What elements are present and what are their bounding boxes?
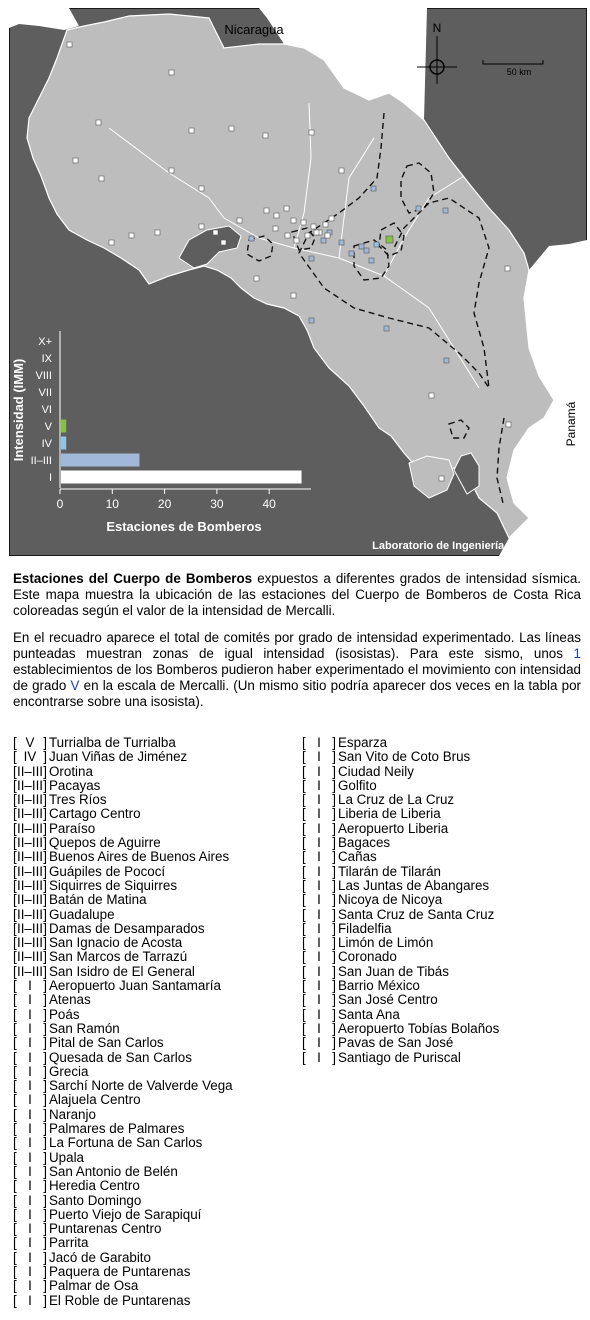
- station-row: [13, 1294, 233, 1308]
- station-grade: [ I ]: [13, 979, 47, 993]
- station-name: Golfito: [338, 777, 377, 793]
- station-name: Orotina: [49, 763, 93, 779]
- caption-p2-c: en la escala de Mercalli. (Un mismo sitio podría aparecer dos veces en la tabla por encontrarse sobre una isosista).: [13, 678, 581, 709]
- station-name: La Fortuna de San Carlos: [49, 1135, 203, 1151]
- station-row: [302, 879, 499, 893]
- x-tick-label: 20: [157, 497, 172, 511]
- station-grade: [ I ]: [302, 850, 336, 864]
- station-marker-v: [386, 236, 393, 243]
- station-grade: [ I ]: [302, 893, 336, 907]
- caption-paragraph-1: [13, 571, 581, 619]
- station-name: Las Juntas de Abangares: [338, 877, 490, 893]
- station-row: [302, 865, 499, 879]
- station-grade: [ II–III ]: [13, 779, 47, 793]
- y-tick-label: VII: [38, 387, 52, 399]
- bar-1: [61, 454, 139, 467]
- station-row: [13, 965, 233, 979]
- station-grade: [ I ]: [13, 1051, 47, 1065]
- station-row: [13, 879, 233, 893]
- station-grade: [ II–III ]: [13, 865, 47, 879]
- station-grade: [ II–III ]: [13, 936, 47, 950]
- station-name: Quepos de Aguirre: [49, 835, 161, 851]
- station-grade: [ I ]: [13, 1279, 47, 1293]
- max-grade: V: [70, 678, 80, 693]
- station-row: [13, 1151, 233, 1165]
- station-name: Heredia Centro: [49, 1178, 140, 1194]
- station-row: [302, 779, 499, 793]
- station-grade: [ I ]: [13, 1265, 47, 1279]
- station-name: Tres Ríos: [49, 792, 107, 808]
- station-row: [13, 822, 233, 836]
- station-row: [13, 1079, 233, 1093]
- station-row: [13, 736, 233, 750]
- station-row: [302, 922, 499, 936]
- station-grade: [ I ]: [302, 750, 336, 764]
- station-name: Santo Domingo: [49, 1192, 142, 1208]
- station-row: [13, 793, 233, 807]
- station-grade: [ II–III ]: [13, 850, 47, 864]
- station-grade: [ I ]: [13, 1294, 47, 1308]
- station-name: Filadelfia: [338, 920, 392, 936]
- station-row: [302, 807, 499, 821]
- station-name: Liberia de Liberia: [338, 806, 441, 822]
- station-row: [302, 793, 499, 807]
- caption-paragraph-2: [13, 630, 581, 710]
- station-grade: [ II–III ]: [13, 793, 47, 807]
- station-grade: [ I ]: [302, 965, 336, 979]
- station-grade: [ I ]: [302, 793, 336, 807]
- station-grade: [ I ]: [302, 836, 336, 850]
- station-name: Santa Ana: [338, 1006, 400, 1022]
- station-name: Barrio México: [338, 978, 420, 994]
- station-row: [13, 1251, 233, 1265]
- label-nicaragua: Nicaragua: [224, 22, 284, 37]
- station-row: [13, 779, 233, 793]
- station-name: Jacó de Garabito: [49, 1249, 151, 1265]
- station-grade: [ I ]: [302, 865, 336, 879]
- station-row: [302, 936, 499, 950]
- station-grade: [ I ]: [13, 1136, 47, 1150]
- station-grade: [ V ]: [13, 736, 47, 750]
- station-name: Upala: [49, 1149, 84, 1165]
- credit-label: Laboratorio de Ingeniería Sísmica (UCR): [372, 540, 583, 552]
- station-grade: [ I ]: [13, 1208, 47, 1222]
- station-name: Cañas: [338, 849, 377, 865]
- station-list-right: [302, 736, 499, 1065]
- station-name: Palmar de Osa: [49, 1278, 139, 1294]
- station-name: Cartago Centro: [49, 806, 141, 822]
- chart-ylabel: Intensidad (IMM): [11, 358, 26, 462]
- station-name: El Roble de Puntarenas: [49, 1292, 191, 1308]
- station-name: Siquirres de Siquirres: [49, 877, 178, 893]
- station-grade: [ II–III ]: [13, 765, 47, 779]
- station-count: 1: [573, 646, 581, 661]
- station-row: [302, 822, 499, 836]
- station-grade: [ II–III ]: [13, 879, 47, 893]
- station-row: [302, 979, 499, 993]
- station-name: Puerto Viejo de Sarapiquí: [49, 1206, 202, 1222]
- station-row: [302, 765, 499, 779]
- station-row: [13, 1222, 233, 1236]
- bar-0: [61, 471, 302, 484]
- station-name: San Isidro de El General: [49, 963, 195, 979]
- station-name: San Antonio de Belén: [49, 1163, 178, 1179]
- station-grade: [ I ]: [302, 765, 336, 779]
- station-row: [13, 893, 233, 907]
- station-grade: [ I ]: [302, 950, 336, 964]
- station-row: [13, 979, 233, 993]
- station-grade: [ I ]: [13, 1008, 47, 1022]
- station-name: San Ramón: [49, 1020, 120, 1036]
- station-grade: [ IV ]: [13, 750, 47, 764]
- station-row: [13, 865, 233, 879]
- station-row: [13, 836, 233, 850]
- station-grade: [ I ]: [302, 979, 336, 993]
- station-grade: [ I ]: [302, 879, 336, 893]
- y-tick-label: I: [48, 472, 52, 484]
- station-grade: [ I ]: [302, 807, 336, 821]
- station-name: Puntarenas Centro: [49, 1221, 162, 1237]
- station-grade: [ I ]: [13, 1165, 47, 1179]
- station-grade: [ II–III ]: [13, 807, 47, 821]
- station-grade: [ I ]: [13, 1194, 47, 1208]
- station-grade: [ I ]: [13, 1151, 47, 1165]
- y-tick-label: V: [44, 421, 52, 433]
- station-grade: [ I ]: [302, 936, 336, 950]
- station-row: [13, 1136, 233, 1150]
- station-row: [302, 993, 499, 1007]
- station-row: [13, 1122, 233, 1136]
- station-grade: [ I ]: [302, 922, 336, 936]
- station-grade: [ I ]: [13, 1093, 47, 1107]
- station-row: [13, 1236, 233, 1250]
- station-grade: [ II–III ]: [13, 836, 47, 850]
- station-row: [13, 950, 233, 964]
- station-name: Grecia: [49, 1063, 89, 1079]
- station-name: Quesada de San Carlos: [49, 1049, 192, 1065]
- bar-3: [61, 420, 66, 433]
- station-row: [302, 893, 499, 907]
- station-name: Bagaces: [338, 835, 391, 851]
- station-row: [13, 1179, 233, 1193]
- station-name: Naranjo: [49, 1106, 96, 1122]
- station-grade: [ II–III ]: [13, 950, 47, 964]
- station-grade: [ I ]: [302, 736, 336, 750]
- station-row: [302, 850, 499, 864]
- station-row: [13, 750, 233, 764]
- station-name: Ciudad Neily: [338, 763, 414, 779]
- station-name: Santa Cruz de Santa Cruz: [338, 906, 495, 922]
- station-row: [13, 1265, 233, 1279]
- station-name: Palmares de Palmares: [49, 1121, 185, 1137]
- station-row: [13, 1051, 233, 1065]
- station-grade: [ I ]: [302, 1036, 336, 1050]
- station-grade: [ I ]: [13, 1251, 47, 1265]
- station-row: [13, 765, 233, 779]
- station-name: Batán de Matina: [49, 892, 147, 908]
- station-name: Juan Viñas de Jiménez: [49, 749, 188, 765]
- station-grade: [ I ]: [13, 1236, 47, 1250]
- station-row: [13, 807, 233, 821]
- station-row: [302, 750, 499, 764]
- station-row: [13, 1022, 233, 1036]
- station-row: [302, 1008, 499, 1022]
- station-row: [13, 993, 233, 1007]
- station-grade: [ I ]: [302, 908, 336, 922]
- station-name: Parrita: [49, 1235, 89, 1251]
- station-grade: [ I ]: [13, 1079, 47, 1093]
- station-row: [13, 1279, 233, 1293]
- station-grade: [ I ]: [13, 1065, 47, 1079]
- station-name: Aeropuerto Liberia: [338, 820, 449, 836]
- station-row: [302, 1051, 499, 1065]
- station-name: Alajuela Centro: [49, 1092, 141, 1108]
- station-row: [13, 1008, 233, 1022]
- caption-p2-a: En el recuadro aparece el total de comités por grado de intensidad experimentado. Las líneas punteadas muestran zonas de igual intensidad (isosistas). Para este sismo, unos: [13, 630, 581, 661]
- station-row: [13, 1165, 233, 1179]
- station-grade: [ I ]: [13, 1036, 47, 1050]
- station-grade: [ I ]: [13, 1179, 47, 1193]
- station-grade: [ I ]: [13, 1108, 47, 1122]
- caption-p1-text: expuestos a diferentes grados de intensidad sísmica. Este mapa muestra la ubicación de las estaciones del Cuerpo de Bomberos de Costa Rica coloreadas según el valor de la intensidad de Mercalli.: [13, 571, 581, 618]
- label-panama: Panamá: [564, 401, 578, 447]
- station-grade: [ I ]: [302, 1051, 336, 1065]
- intensity-map: [9, 8, 587, 556]
- station-row: [302, 950, 499, 964]
- station-grade: [ II–III ]: [13, 965, 47, 979]
- y-tick-label: IX: [41, 353, 52, 365]
- y-tick-label: X+: [38, 336, 52, 348]
- station-row: [13, 1108, 233, 1122]
- bar-2: [61, 437, 66, 450]
- station-name: Esparza: [338, 735, 388, 750]
- station-name: Aeropuerto Tobías Bolaños: [338, 1020, 500, 1036]
- station-row: [13, 1036, 233, 1050]
- station-name: Aeropuerto Juan Santamaría: [49, 978, 221, 994]
- station-grade: [ II–III ]: [13, 922, 47, 936]
- x-tick-label: 10: [105, 497, 119, 511]
- station-grade: [ II–III ]: [13, 822, 47, 836]
- station-row: [13, 936, 233, 950]
- station-row: [13, 1093, 233, 1107]
- station-name: Turrialba de Turrialba: [49, 735, 176, 750]
- station-row: [302, 836, 499, 850]
- station-row: [302, 1036, 499, 1050]
- station-marker-iv: [374, 242, 379, 247]
- y-tick-label: II–III: [30, 455, 52, 467]
- north-label: N: [432, 21, 442, 35]
- station-name: Atenas: [49, 992, 91, 1008]
- x-tick-label: 0: [56, 497, 64, 511]
- station-name: San Marcos de Tarrazú: [49, 949, 188, 965]
- station-grade: [ I ]: [13, 1222, 47, 1236]
- station-grade: [ II–III ]: [13, 893, 47, 907]
- station-grade: [ I ]: [302, 993, 336, 1007]
- chart-xlabel: Estaciones de Bomberos: [106, 519, 262, 534]
- station-grade: [ I ]: [302, 779, 336, 793]
- x-tick-label: 30: [210, 497, 224, 511]
- station-list-left: [13, 736, 233, 1308]
- station-name: Pavas de San José: [338, 1035, 454, 1051]
- station-grade: [ I ]: [13, 1122, 47, 1136]
- station-name: Guadalupe: [49, 906, 115, 922]
- station-name: Sarchí Norte de Valverde Vega: [49, 1078, 233, 1094]
- station-grade: [ I ]: [302, 822, 336, 836]
- station-row: [302, 1022, 499, 1036]
- station-name: Pacayas: [49, 777, 101, 793]
- station-name: Guápiles de Pococí: [49, 863, 166, 879]
- station-grade: [ I ]: [13, 993, 47, 1007]
- station-row: [13, 908, 233, 922]
- station-row: [302, 908, 499, 922]
- station-row: [13, 922, 233, 936]
- caption-p2-b: establecimientos de los Bomberos pudieron haber experimentado el movimiento con intensidad de grado: [13, 662, 581, 693]
- station-grade: [ I ]: [13, 1022, 47, 1036]
- station-name: San Ignacio de Acosta: [49, 935, 183, 951]
- station-name: Limón de Limón: [338, 935, 434, 951]
- y-tick-label: VI: [41, 404, 52, 416]
- station-name: La Cruz de La Cruz: [338, 792, 455, 808]
- station-name: Coronado: [338, 949, 397, 965]
- station-row: [13, 1208, 233, 1222]
- station-row: [13, 850, 233, 864]
- station-name: Santiago de Puriscal: [338, 1049, 461, 1065]
- station-row: [302, 965, 499, 979]
- station-name: Nicoya de Nicoya: [338, 892, 443, 908]
- station-name: San Juan de Tibás: [338, 963, 449, 979]
- station-name: Buenos Aires de Buenos Aires: [49, 849, 230, 865]
- station-name: Poás: [49, 1006, 80, 1022]
- station-row: [13, 1065, 233, 1079]
- scale-label: 50 km: [506, 67, 532, 77]
- station-name: Paraíso: [49, 820, 96, 836]
- station-name: San José Centro: [338, 992, 438, 1008]
- x-tick-label: 40: [262, 497, 276, 511]
- station-row: [302, 736, 499, 750]
- station-name: Paquera de Puntarenas: [49, 1263, 191, 1279]
- station-name: Tilarán de Tilarán: [338, 863, 441, 879]
- station-grade: [ I ]: [302, 1022, 336, 1036]
- y-tick-label: VIII: [35, 370, 52, 382]
- station-name: Damas de Desamparados: [49, 920, 205, 936]
- station-name: Pital de San Carlos: [49, 1035, 164, 1051]
- y-tick-label: IV: [41, 438, 52, 450]
- station-row: [13, 1194, 233, 1208]
- caption-title: Estaciones del Cuerpo de Bomberos: [13, 571, 253, 586]
- station-name: San Vito de Coto Brus: [338, 749, 471, 765]
- station-grade: [ II–III ]: [13, 908, 47, 922]
- station-grade: [ I ]: [302, 1008, 336, 1022]
